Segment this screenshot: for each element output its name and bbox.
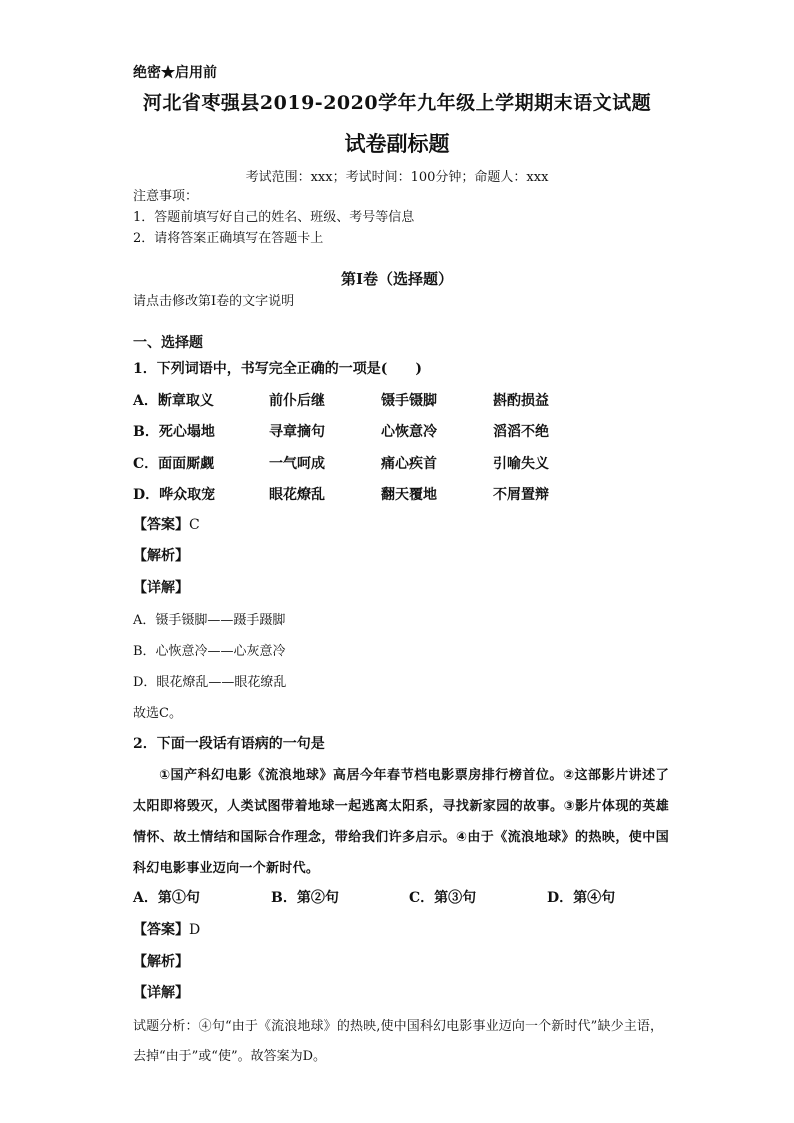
q2-detail-label: 【详解】 [133, 985, 189, 1001]
q1-detail-line: B．心恢意冷——心灰意冷 [133, 644, 286, 659]
exam-subtitle: 试卷副标题 [344, 131, 450, 156]
q2-option-b: B．第②句 [271, 890, 339, 906]
option-word: 滔滔不绝 [493, 424, 549, 440]
option-word: 引喻失义 [493, 456, 549, 472]
notes-heading: 注意事项： [133, 189, 199, 204]
q2-answer [133, 919, 200, 939]
q1-option-c [133, 453, 693, 475]
option-word: 痛心疾首 [381, 456, 437, 472]
answer-value: C [189, 517, 200, 533]
option-word: 镊手镊脚 [381, 393, 437, 409]
option-word: 翻天覆地 [381, 487, 437, 503]
q1-option-d [133, 484, 693, 506]
exam-title: 河北省枣强县2019-2020学年九年级上学期期末语文试题 [142, 92, 652, 114]
option-word: 眼花燎乱 [269, 487, 325, 503]
volume-description: 请点击修改第I卷的文字说明 [133, 294, 295, 309]
volume-title: 第I卷（选择题） [340, 270, 454, 288]
option-word: A．断章取义 [133, 393, 214, 409]
q2-analysis-text: 试题分析：④句“由于《流浪地球》的热映,使中国科幻电影事业迈向一个新时代”缺少主语，去掉“由于”或“使”。故答案为D。 [133, 1019, 663, 1064]
q1-option-a [133, 390, 693, 412]
section-heading: 一、选择题 [133, 335, 203, 351]
q1-analysis-label: 【解析】 [133, 548, 189, 564]
q1-detail-line: A．镊手镊脚——蹑手蹑脚 [133, 613, 286, 628]
q1-conclusion: 故选C。 [133, 706, 182, 721]
option-word: 不屑置辩 [493, 487, 549, 503]
option-word: 一气呵成 [269, 456, 325, 472]
exam-meta: 考试范围：xxx；考试时间：100分钟；命题人：xxx [245, 170, 549, 185]
answer-label: 【答案】 [133, 922, 189, 938]
q2-option-c: C．第③句 [409, 890, 477, 906]
option-word: D．哗众取宠 [133, 487, 216, 503]
q2-analysis-label: 【解析】 [133, 954, 189, 970]
option-word: B．死心塌地 [133, 424, 215, 440]
option-word: C．面面厮觑 [133, 456, 215, 472]
q2-option-d: D．第④句 [547, 890, 616, 906]
q2-options [133, 887, 673, 909]
q2-stem: 2．下面一段话有语病的一句是 [133, 736, 325, 752]
notes-item: 2．请将答案正确填写在答题卡上 [133, 231, 324, 246]
option-word: 心恢意冷 [381, 424, 437, 440]
confidential-mark: 绝密★启用前 [133, 65, 217, 81]
option-word: 寻章摘句 [269, 424, 325, 440]
q2-option-a: A．第①句 [133, 890, 200, 906]
notes-block [133, 186, 414, 249]
answer-value: D [189, 922, 201, 938]
q1-detail-label: 【详解】 [133, 580, 189, 596]
q1-answer [133, 514, 200, 534]
option-word: 前仆后继 [269, 393, 325, 409]
q1-option-b [133, 421, 693, 443]
notes-item: 1．答题前填写好自己的姓名、班级、考号等信息 [133, 210, 415, 225]
q1-detail-line: D．眼花燎乱——眼花缭乱 [133, 675, 287, 690]
answer-label: 【答案】 [133, 517, 189, 533]
option-word: 斟酌损益 [493, 393, 549, 409]
q2-passage: ①国产科幻电影《流浪地球》高居今年春节档电影票房排行榜首位。②这部影片讲述了太阳即将毁灭，人类试图带着地球一起逃离太阳系，寻找新家园的故事。③影片体现的英雄情怀、故土情结和国际合作理念，带给我们许多启示。④由于《流浪地球》的热映，使中国科幻电影事业迈向一个新时代。 [133, 768, 669, 876]
q1-stem: 1．下列词语中，书写完全正确的一项是( ) [133, 361, 422, 377]
